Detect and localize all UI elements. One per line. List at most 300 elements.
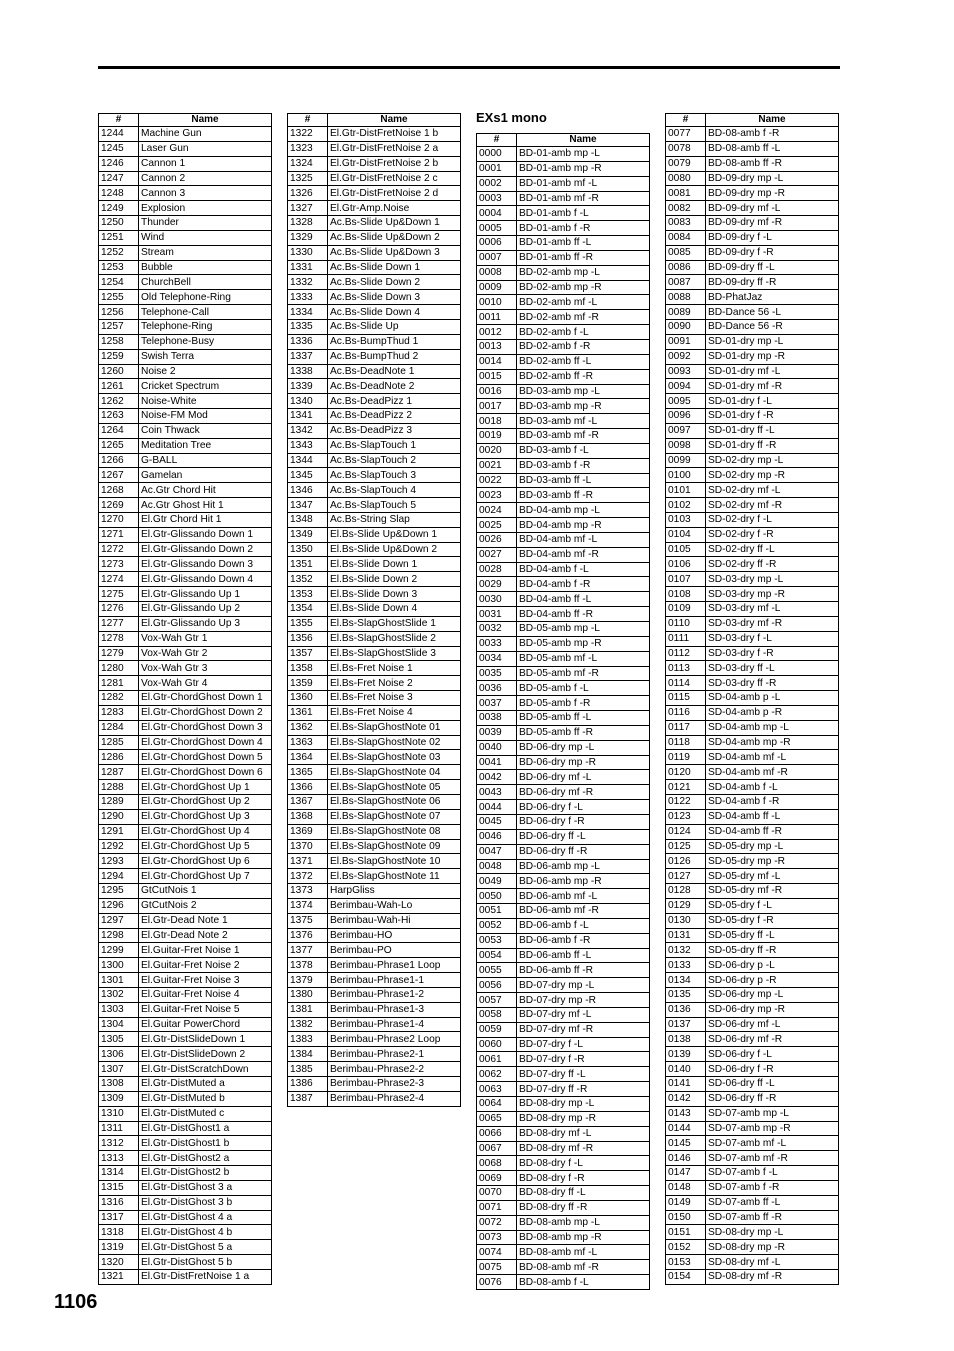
table-row bbox=[288, 839, 461, 854]
table-row bbox=[288, 201, 461, 216]
sample-number: 1365 bbox=[288, 765, 328, 780]
sample-name: Ac.Bs-SlapTouch 3 bbox=[328, 468, 461, 483]
table-row bbox=[99, 809, 272, 824]
sample-name: SD-06-dry mf -R bbox=[706, 1032, 839, 1047]
sample-name: El.Guitar-Fret Noise 1 bbox=[139, 943, 272, 958]
table-row bbox=[99, 1002, 272, 1017]
table-row bbox=[288, 334, 461, 349]
table-row bbox=[99, 1077, 272, 1092]
sample-number: 1383 bbox=[288, 1032, 328, 1047]
table-row bbox=[477, 429, 650, 444]
sample-number: 1334 bbox=[288, 305, 328, 320]
table-row bbox=[288, 809, 461, 824]
sample-number: 1362 bbox=[288, 720, 328, 735]
sample-name: SD-03-dry ff -L bbox=[706, 661, 839, 676]
sample-name: El.Bs-SlapGhostNote 08 bbox=[328, 824, 461, 839]
sample-name: Vox-Wah Gtr 4 bbox=[139, 676, 272, 691]
sample-number: 0095 bbox=[666, 394, 706, 409]
table-row bbox=[99, 379, 272, 394]
sample-number: 0114 bbox=[666, 676, 706, 691]
table-row bbox=[99, 869, 272, 884]
sample-name: BD-09-dry f -R bbox=[706, 245, 839, 260]
table-row bbox=[99, 1255, 272, 1270]
sample-name: El.Gtr-ChordGhost Up 4 bbox=[139, 824, 272, 839]
sample-name: BD-01-amb mf -L bbox=[517, 176, 650, 191]
sample-number: 0110 bbox=[666, 616, 706, 631]
sample-name: El.Gtr-Dead Note 2 bbox=[139, 928, 272, 943]
sample-number: 1352 bbox=[288, 572, 328, 587]
sample-name: BD-09-dry ff -L bbox=[706, 260, 839, 275]
table-row bbox=[666, 809, 839, 824]
table-row bbox=[477, 1245, 650, 1260]
sample-number: 0066 bbox=[477, 1126, 517, 1141]
sample-name: BD-04-amb ff -R bbox=[517, 607, 650, 622]
sample-number: 1285 bbox=[99, 735, 139, 750]
sample-name: SD-06-dry ff -R bbox=[706, 1091, 839, 1106]
table-row bbox=[666, 1032, 839, 1047]
table-row bbox=[99, 1195, 272, 1210]
sample-number: 1252 bbox=[99, 245, 139, 260]
table-row bbox=[99, 230, 272, 245]
sample-number: 1272 bbox=[99, 542, 139, 557]
table-row bbox=[288, 602, 461, 617]
sample-name: El.Gtr-DistGhost 4 a bbox=[139, 1210, 272, 1225]
table-row bbox=[477, 1097, 650, 1112]
sample-name: BD-08-dry mf -L bbox=[517, 1126, 650, 1141]
sample-number: 1300 bbox=[99, 958, 139, 973]
sample-number: 0136 bbox=[666, 1002, 706, 1017]
table-row bbox=[477, 325, 650, 340]
sample-number: 1386 bbox=[288, 1077, 328, 1092]
table-row bbox=[99, 245, 272, 260]
sample-number: 0004 bbox=[477, 206, 517, 221]
table-row bbox=[99, 423, 272, 438]
sample-number: 0121 bbox=[666, 780, 706, 795]
sample-number: 1353 bbox=[288, 587, 328, 602]
sample-number: 0067 bbox=[477, 1141, 517, 1156]
sample-name: El.Gtr-Amp.Noise bbox=[328, 201, 461, 216]
sample-number: 0141 bbox=[666, 1077, 706, 1092]
table-row bbox=[99, 171, 272, 186]
table-row bbox=[666, 349, 839, 364]
sample-number: 0006 bbox=[477, 236, 517, 251]
table-row bbox=[288, 1002, 461, 1017]
sample-number: 0099 bbox=[666, 453, 706, 468]
sample-name: SD-06-dry mp -L bbox=[706, 987, 839, 1002]
table-row bbox=[666, 275, 839, 290]
table-row bbox=[666, 913, 839, 928]
table-row bbox=[99, 468, 272, 483]
sample-name: BD-06-dry mp -R bbox=[517, 755, 650, 770]
sample-name: El.Gtr-DistFretNoise 2 a bbox=[328, 141, 461, 156]
table-row bbox=[666, 1151, 839, 1166]
table-row bbox=[477, 414, 650, 429]
sample-number: 1344 bbox=[288, 453, 328, 468]
sample-name: BD-02-amb mf -R bbox=[517, 310, 650, 325]
table-row bbox=[477, 711, 650, 726]
table-row bbox=[288, 869, 461, 884]
sample-name: BD-07-dry mp -L bbox=[517, 978, 650, 993]
sample-number: 0043 bbox=[477, 785, 517, 800]
table-row bbox=[99, 1166, 272, 1181]
sample-name: El.Bs-SlapGhostNote 06 bbox=[328, 794, 461, 809]
table-row bbox=[99, 691, 272, 706]
sample-name: BD-01-amb ff -L bbox=[517, 236, 650, 251]
table-row bbox=[288, 705, 461, 720]
table-row bbox=[477, 844, 650, 859]
sample-number: 0041 bbox=[477, 755, 517, 770]
sample-name: BD-06-amb mp -R bbox=[517, 874, 650, 889]
sample-name: SD-02-dry f -L bbox=[706, 512, 839, 527]
table-row bbox=[288, 794, 461, 809]
sample-name: BD-07-dry f -R bbox=[517, 1052, 650, 1067]
sample-name: BD-08-amb f -R bbox=[706, 127, 839, 142]
table-row bbox=[477, 666, 650, 681]
sample-name: BD-06-dry mp -L bbox=[517, 740, 650, 755]
sample-number: 1253 bbox=[99, 260, 139, 275]
sample-name: BD-02-amb ff -R bbox=[517, 369, 650, 384]
sample-name: BD-02-amb mp -R bbox=[517, 280, 650, 295]
sample-number: 0140 bbox=[666, 1062, 706, 1077]
sample-name: BD-07-dry mp -R bbox=[517, 993, 650, 1008]
sample-number: 1331 bbox=[288, 260, 328, 275]
table-row bbox=[477, 918, 650, 933]
sample-name: BD-08-dry mp -R bbox=[517, 1111, 650, 1126]
sample-number: 0025 bbox=[477, 518, 517, 533]
sample-number: 0027 bbox=[477, 547, 517, 562]
sample-number: 1377 bbox=[288, 943, 328, 958]
sample-name: El.Gtr-DistGhost1 b bbox=[139, 1136, 272, 1151]
table-row bbox=[477, 280, 650, 295]
table-row bbox=[477, 1156, 650, 1171]
sample-name: BD-Dance 56 -L bbox=[706, 305, 839, 320]
sample-number: 0101 bbox=[666, 483, 706, 498]
sample-number: 0003 bbox=[477, 191, 517, 206]
sample-number: 0081 bbox=[666, 186, 706, 201]
sample-number: 0087 bbox=[666, 275, 706, 290]
sample-number: 1374 bbox=[288, 898, 328, 913]
sample-name: El.Gtr-ChordGhost Up 3 bbox=[139, 809, 272, 824]
sample-number: 0143 bbox=[666, 1106, 706, 1121]
table-row bbox=[477, 993, 650, 1008]
header-name: Name bbox=[706, 114, 839, 127]
table-row bbox=[99, 646, 272, 661]
sample-number: 1267 bbox=[99, 468, 139, 483]
sample-number: 0070 bbox=[477, 1186, 517, 1201]
table-row bbox=[477, 473, 650, 488]
sample-number: 0034 bbox=[477, 651, 517, 666]
sample-name: BD-05-amb mf -L bbox=[517, 651, 650, 666]
table-row bbox=[477, 1052, 650, 1067]
sample-name: El.Gtr-ChordGhost Down 4 bbox=[139, 735, 272, 750]
sample-number: 1332 bbox=[288, 275, 328, 290]
sample-name: Berimbau-Phrase2 Loop bbox=[328, 1032, 461, 1047]
sample-name: BD-04-amb mf -R bbox=[517, 547, 650, 562]
table-row bbox=[99, 1106, 272, 1121]
sample-number: 0052 bbox=[477, 918, 517, 933]
sample-name: El.Bs-SlapGhostNote 04 bbox=[328, 765, 461, 780]
sample-name: BD-02-amb f -L bbox=[517, 325, 650, 340]
table-row bbox=[288, 512, 461, 527]
sample-name: SD-04-amb mf -R bbox=[706, 765, 839, 780]
sample-number: 0064 bbox=[477, 1097, 517, 1112]
sample-name: SD-01-dry f -L bbox=[706, 394, 839, 409]
sample-name: Ac.Bs-Slide Down 3 bbox=[328, 290, 461, 305]
sample-table bbox=[287, 113, 461, 1107]
sample-name: SD-08-dry mp -L bbox=[706, 1225, 839, 1240]
sample-name: Swish Terra bbox=[139, 349, 272, 364]
sample-name: Ac.Bs-SlapTouch 4 bbox=[328, 483, 461, 498]
sample-number: 0030 bbox=[477, 592, 517, 607]
table-row bbox=[99, 913, 272, 928]
table-row bbox=[288, 616, 461, 631]
header-rule bbox=[98, 66, 840, 69]
sample-number: 0075 bbox=[477, 1260, 517, 1275]
sample-number: 1337 bbox=[288, 349, 328, 364]
sample-number: 1311 bbox=[99, 1121, 139, 1136]
sample-name: Ac.Bs-BumpThud 1 bbox=[328, 334, 461, 349]
table-row bbox=[477, 785, 650, 800]
sample-number: 0118 bbox=[666, 735, 706, 750]
sample-number: 1364 bbox=[288, 750, 328, 765]
sample-number: 1378 bbox=[288, 958, 328, 973]
sample-name: El.Bs-SlapGhostNote 02 bbox=[328, 735, 461, 750]
sample-name: BD-04-amb mf -L bbox=[517, 532, 650, 547]
table-row bbox=[288, 1077, 461, 1092]
sample-number: 0109 bbox=[666, 602, 706, 617]
table-row bbox=[99, 364, 272, 379]
sample-name: BD-06-dry mf -L bbox=[517, 770, 650, 785]
sample-name: BD-05-amb ff -R bbox=[517, 725, 650, 740]
sample-number: 0063 bbox=[477, 1082, 517, 1097]
sample-number: 1369 bbox=[288, 824, 328, 839]
sample-number: 1330 bbox=[288, 245, 328, 260]
table-row bbox=[477, 532, 650, 547]
sample-number: 0008 bbox=[477, 265, 517, 280]
sample-name: El.Gtr Chord Hit 1 bbox=[139, 512, 272, 527]
table-row bbox=[666, 824, 839, 839]
sample-number: 1254 bbox=[99, 275, 139, 290]
table-row bbox=[477, 800, 650, 815]
sample-number: 0134 bbox=[666, 973, 706, 988]
sample-number: 1350 bbox=[288, 542, 328, 557]
table-row bbox=[666, 1180, 839, 1195]
sample-number: 1323 bbox=[288, 141, 328, 156]
sample-table bbox=[476, 133, 650, 1290]
table-row bbox=[99, 631, 272, 646]
sample-name: SD-03-dry mf -L bbox=[706, 602, 839, 617]
table-row bbox=[99, 750, 272, 765]
sample-number: 1266 bbox=[99, 453, 139, 468]
sample-name: BD-06-amb f -R bbox=[517, 933, 650, 948]
sample-number: 0074 bbox=[477, 1245, 517, 1260]
sample-name: GtCutNois 2 bbox=[139, 898, 272, 913]
sample-name: El.Guitar-Fret Noise 5 bbox=[139, 1002, 272, 1017]
sample-name: SD-04-amb mp -L bbox=[706, 720, 839, 735]
sample-name: El.Gtr-DistGhost 3 b bbox=[139, 1195, 272, 1210]
sample-name: BD-05-amb f -L bbox=[517, 681, 650, 696]
table-row bbox=[477, 191, 650, 206]
sample-name: El.Guitar-Fret Noise 4 bbox=[139, 987, 272, 1002]
sample-name: SD-01-dry f -R bbox=[706, 409, 839, 424]
table-row bbox=[477, 577, 650, 592]
sample-number: 1342 bbox=[288, 423, 328, 438]
table-row bbox=[288, 765, 461, 780]
sample-number: 0071 bbox=[477, 1200, 517, 1215]
table-row bbox=[666, 216, 839, 231]
sample-number: 0088 bbox=[666, 290, 706, 305]
table-row bbox=[666, 468, 839, 483]
sample-name: Telephone-Ring bbox=[139, 319, 272, 334]
table-row bbox=[99, 676, 272, 691]
sample-number: 1303 bbox=[99, 1002, 139, 1017]
sample-name: Ac.Bs-DeadPizz 1 bbox=[328, 394, 461, 409]
table-row bbox=[477, 978, 650, 993]
header-number: # bbox=[477, 134, 517, 147]
table-row bbox=[666, 616, 839, 631]
sample-name: BD-Dance 56 -R bbox=[706, 319, 839, 334]
table-column-2 bbox=[287, 113, 461, 1107]
table-header-row bbox=[99, 114, 272, 127]
table-row bbox=[288, 646, 461, 661]
sample-name: HarpGliss bbox=[328, 884, 461, 899]
table-column-4 bbox=[665, 113, 839, 1285]
sample-number: 0116 bbox=[666, 705, 706, 720]
sample-name: Berimbau-Phrase1-1 bbox=[328, 973, 461, 988]
sample-number: 0079 bbox=[666, 156, 706, 171]
table-row bbox=[477, 1007, 650, 1022]
table-row bbox=[288, 319, 461, 334]
sample-name: Wind bbox=[139, 230, 272, 245]
sample-number: 0053 bbox=[477, 933, 517, 948]
sample-number: 0096 bbox=[666, 409, 706, 424]
sample-number: 0035 bbox=[477, 666, 517, 681]
table-row bbox=[288, 898, 461, 913]
sample-name: El.Gtr-ChordGhost Up 1 bbox=[139, 780, 272, 795]
sample-number: 0108 bbox=[666, 587, 706, 602]
table-row bbox=[288, 691, 461, 706]
sample-number: 1262 bbox=[99, 394, 139, 409]
sample-number: 1373 bbox=[288, 884, 328, 899]
sample-name: BD-08-amb ff -L bbox=[706, 141, 839, 156]
sample-number: 1279 bbox=[99, 646, 139, 661]
sample-number: 0031 bbox=[477, 607, 517, 622]
sample-name: BD-08-dry ff -R bbox=[517, 1200, 650, 1215]
table-row bbox=[666, 869, 839, 884]
sample-name: BD-06-dry ff -R bbox=[517, 844, 650, 859]
header-name: Name bbox=[517, 134, 650, 147]
sample-number: 1276 bbox=[99, 602, 139, 617]
sample-number: 1354 bbox=[288, 602, 328, 617]
sample-name: Stream bbox=[139, 245, 272, 260]
table-row bbox=[477, 161, 650, 176]
table-row bbox=[666, 1106, 839, 1121]
sample-number: 0111 bbox=[666, 631, 706, 646]
sample-name: BD-02-amb f -R bbox=[517, 339, 650, 354]
sample-name: BD-01-amb mp -L bbox=[517, 147, 650, 162]
sample-name: SD-08-dry mf -L bbox=[706, 1255, 839, 1270]
sample-name: SD-02-dry ff -R bbox=[706, 557, 839, 572]
sample-number: 0045 bbox=[477, 814, 517, 829]
sample-name: SD-05-dry ff -L bbox=[706, 928, 839, 943]
sample-number: 0013 bbox=[477, 339, 517, 354]
sample-number: 1336 bbox=[288, 334, 328, 349]
sample-name: BD-01-amb f -L bbox=[517, 206, 650, 221]
table-row bbox=[477, 518, 650, 533]
table-row bbox=[99, 275, 272, 290]
sample-number: 0044 bbox=[477, 800, 517, 815]
sample-number: 0084 bbox=[666, 230, 706, 245]
table-row bbox=[288, 186, 461, 201]
sample-name: BD-03-amb f -L bbox=[517, 443, 650, 458]
sample-name: El.Bs-Slide Down 2 bbox=[328, 572, 461, 587]
table-row bbox=[477, 354, 650, 369]
sample-number: 1280 bbox=[99, 661, 139, 676]
table-row bbox=[477, 1171, 650, 1186]
sample-number: 0117 bbox=[666, 720, 706, 735]
sample-number: 0100 bbox=[666, 468, 706, 483]
sample-number: 0129 bbox=[666, 898, 706, 913]
sample-number: 0102 bbox=[666, 498, 706, 513]
sample-name: El.Gtr-DistMuted c bbox=[139, 1106, 272, 1121]
sample-name: El.Gtr-DistFretNoise 2 b bbox=[328, 156, 461, 171]
table-row bbox=[477, 904, 650, 919]
sample-name: SD-02-dry mp -L bbox=[706, 453, 839, 468]
table-row bbox=[666, 1255, 839, 1270]
sample-number: 1314 bbox=[99, 1166, 139, 1181]
sample-number: 0132 bbox=[666, 943, 706, 958]
table-row bbox=[99, 156, 272, 171]
table-row bbox=[477, 399, 650, 414]
sample-name: Ac.Bs-Slide Up bbox=[328, 319, 461, 334]
sample-number: 1356 bbox=[288, 631, 328, 646]
sample-number: 0051 bbox=[477, 904, 517, 919]
table-row bbox=[477, 1275, 650, 1290]
table-row bbox=[666, 1166, 839, 1181]
sample-name: El.Gtr-Dead Note 1 bbox=[139, 913, 272, 928]
table-row bbox=[99, 1047, 272, 1062]
sample-name: SD-04-amb p -L bbox=[706, 691, 839, 706]
sample-number: 1376 bbox=[288, 928, 328, 943]
sample-name: BD-02-amb ff -L bbox=[517, 354, 650, 369]
table-row bbox=[99, 1225, 272, 1240]
sample-number: 1259 bbox=[99, 349, 139, 364]
table-row bbox=[99, 542, 272, 557]
sample-name: El.Gtr-ChordGhost Down 6 bbox=[139, 765, 272, 780]
sample-table bbox=[98, 113, 272, 1285]
sample-name: BD-04-amb mp -R bbox=[517, 518, 650, 533]
table-row bbox=[666, 171, 839, 186]
sample-name: BD-03-amb mf -L bbox=[517, 414, 650, 429]
table-row bbox=[666, 409, 839, 424]
sample-number: 0090 bbox=[666, 319, 706, 334]
table-row bbox=[666, 691, 839, 706]
sample-name: El.Gtr-ChordGhost Up 7 bbox=[139, 869, 272, 884]
table-row bbox=[99, 319, 272, 334]
table-row bbox=[666, 1210, 839, 1225]
sample-number: 1301 bbox=[99, 973, 139, 988]
sample-number: 1368 bbox=[288, 809, 328, 824]
table-row bbox=[666, 1077, 839, 1092]
sample-name: Ac.Bs-SlapTouch 5 bbox=[328, 498, 461, 513]
sample-name: El.Bs-SlapGhostNote 11 bbox=[328, 869, 461, 884]
sample-number: 0112 bbox=[666, 646, 706, 661]
table-row bbox=[288, 735, 461, 750]
sample-name: Ac.Gtr Ghost Hit 1 bbox=[139, 498, 272, 513]
sample-number: 1305 bbox=[99, 1032, 139, 1047]
table-row bbox=[666, 1240, 839, 1255]
sample-number: 1343 bbox=[288, 438, 328, 453]
